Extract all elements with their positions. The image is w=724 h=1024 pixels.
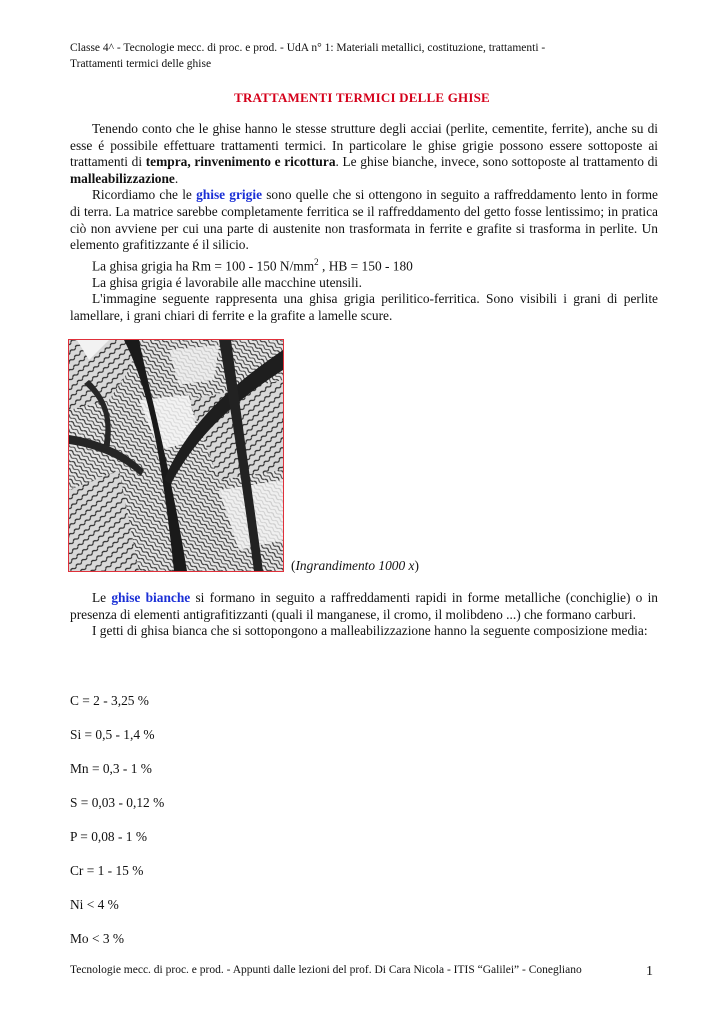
- page-header: [70, 40, 660, 72]
- superscript: 2: [314, 256, 319, 267]
- page-footer: Tecnologie mecc. di proc. e prod. - Appunti dalle lezioni del prof. Di Cara Nicola - ITIS “Galilei” - Conegliano: [70, 964, 582, 976]
- term-ghise-bianche: ghise bianche: [111, 590, 191, 605]
- paragraph-properties: [70, 254, 658, 275]
- paragraph-machinability: La ghisa grigia é lavorabile alle macchine utensili.: [92, 274, 362, 290]
- text-run: si formano in seguito a raffreddamenti rapidi in forme metalliche (conchiglie) o in presenza di elementi antigrafitizzanti (quali il manganese, il cromo, il molibdeno ...) che formano carburi.: [70, 590, 658, 622]
- bold-malleabilization: malleabilizzazione: [70, 170, 175, 186]
- composition-item: C = 2 - 3,25 %: [70, 693, 149, 708]
- composition-item: Ni < 4 %: [70, 897, 119, 912]
- composition-item: P = 0,08 - 1 %: [70, 829, 147, 844]
- text-run: , HB = 150 - 180: [318, 258, 413, 274]
- paragraph-white-cast-iron: [70, 590, 658, 623]
- bold-treatments: tempra, rinvenimento e ricottura: [145, 154, 336, 170]
- text-run: Le: [92, 590, 112, 605]
- body-section-2: [70, 590, 658, 640]
- composition-item: Si = 0,5 - 1,4 %: [70, 727, 155, 742]
- composition-item: S = 0,03 - 0,12 %: [70, 795, 165, 810]
- term-ghise-grigie: ghise grigie: [196, 187, 263, 203]
- header-line-1: Classe 4^ - Tecnologie mecc. di proc. e prod. - UdA n° 1: Materiali metallici, costituzione, trattamenti -: [70, 42, 546, 54]
- text-run: sono quelle che si ottengono in seguito a raffreddamento lento in forme di terra. La matrice sarebbe completamente ferritica se il raffreddamento del getto fosse lentissimo; in pratica ciò non avviene per cui una parte di austenite non trasformata in ferrite e grafite si trasforma in perlite. Un elemento grafitizzante é il silicio.: [70, 187, 658, 253]
- text-run: .: [174, 170, 179, 186]
- document-title: TRATTAMENTI TERMICI DELLE GHISE: [234, 90, 490, 105]
- composition-item: Cr = 1 - 15 %: [70, 863, 144, 878]
- caption-text: Ingrandimento 1000 x: [295, 558, 415, 573]
- page-number: 1: [646, 964, 653, 979]
- body-section-1: [70, 121, 658, 325]
- paragraph-composition-intro: I getti di ghisa bianca che si sottopongono a malleabilizzazione hanno la seguente composizione media:: [92, 623, 648, 639]
- text-run: La ghisa grigia ha Rm = 100 - 150 N/mm: [92, 258, 315, 274]
- text-run: Tenendo conto che le ghise hanno le stesse strutture degli acciai (perlite, cementite, ferrite), anche su di esse é possibile effettuare trattamenti termici. In particolare le ghise grigie possono essere sottoposte ai trattamenti di: [70, 121, 658, 170]
- text-run: . Le ghise bianche, invece, sono sottoposte al trattamento di: [335, 154, 658, 170]
- text-run: Ricordiamo che le: [92, 187, 197, 203]
- micrograph-image: [68, 339, 284, 572]
- paragraph-gray-cast-iron: [70, 187, 658, 253]
- image-caption: [291, 558, 419, 574]
- caption-paren: (: [291, 558, 296, 573]
- caption-paren: ): [414, 558, 419, 573]
- composition-item: Mo < 3 %: [70, 931, 125, 946]
- header-line-2: Trattamenti termici delle ghise: [70, 58, 212, 70]
- paragraph-intro: [70, 121, 658, 187]
- composition-item: Mn = 0,3 - 1 %: [70, 761, 152, 776]
- paragraph-image-intro: L'immagine seguente rappresenta una ghisa grigia perilitico-ferritica. Sono visibili i grani di perlite lamellare, i grani chiari di ferrite e la grafite a lamelle scure.: [70, 291, 658, 323]
- micrograph-illustration: [69, 340, 283, 571]
